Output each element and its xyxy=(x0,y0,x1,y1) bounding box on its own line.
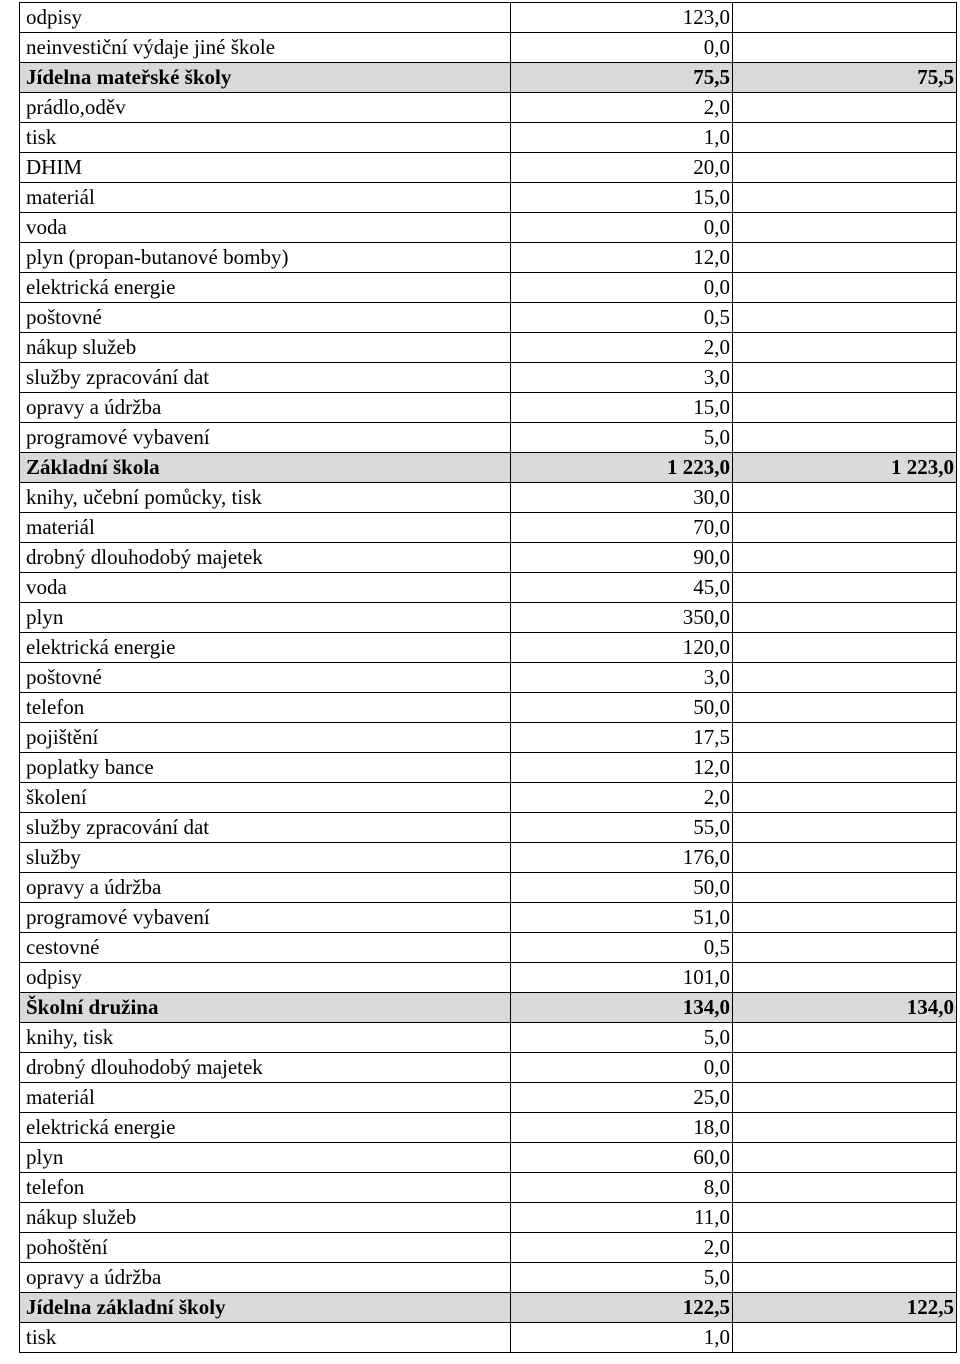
item-total xyxy=(733,843,957,873)
table-row xyxy=(20,333,957,363)
item-total xyxy=(733,123,957,153)
item-value: 120,0 xyxy=(511,633,733,663)
section-title: Základní škola xyxy=(20,453,511,483)
table-row xyxy=(20,963,957,993)
section-header-row xyxy=(20,1293,957,1323)
table-row xyxy=(20,843,957,873)
item-total xyxy=(733,603,957,633)
item-total xyxy=(733,543,957,573)
item-label: pojištění xyxy=(20,723,511,753)
item-total xyxy=(733,153,957,183)
table-row xyxy=(20,1323,957,1353)
item-label: elektrická energie xyxy=(20,1113,511,1143)
table-row xyxy=(20,123,957,153)
item-label: cestovné xyxy=(20,933,511,963)
item-total xyxy=(733,363,957,393)
item-total xyxy=(733,633,957,663)
table-row xyxy=(20,813,957,843)
item-label: elektrická energie xyxy=(20,633,511,663)
item-total xyxy=(733,33,957,63)
table-row xyxy=(20,423,957,453)
item-value: 123,0 xyxy=(511,3,733,33)
item-label: odpisy xyxy=(20,963,511,993)
item-total xyxy=(733,783,957,813)
item-total xyxy=(733,243,957,273)
table-row xyxy=(20,513,957,543)
item-value: 50,0 xyxy=(511,873,733,903)
section-value: 122,5 xyxy=(511,1293,733,1323)
item-value: 2,0 xyxy=(511,783,733,813)
item-value: 0,0 xyxy=(511,33,733,63)
item-value: 25,0 xyxy=(511,1083,733,1113)
table-row xyxy=(20,753,957,783)
item-value: 176,0 xyxy=(511,843,733,873)
item-value: 2,0 xyxy=(511,333,733,363)
section-total: 1 223,0 xyxy=(733,453,957,483)
item-value: 11,0 xyxy=(511,1203,733,1233)
item-total xyxy=(733,393,957,423)
item-label: elektrická energie xyxy=(20,273,511,303)
table-row xyxy=(20,93,957,123)
item-value: 60,0 xyxy=(511,1143,733,1173)
item-total xyxy=(733,693,957,723)
section-title: Jídelna základní školy xyxy=(20,1293,511,1323)
item-value: 1,0 xyxy=(511,1323,733,1353)
table-row xyxy=(20,213,957,243)
table-row xyxy=(20,573,957,603)
table-row xyxy=(20,1203,957,1233)
item-total xyxy=(733,1113,957,1143)
item-label: materiál xyxy=(20,1083,511,1113)
item-label: knihy, tisk xyxy=(20,1023,511,1053)
table-row xyxy=(20,903,957,933)
item-value: 12,0 xyxy=(511,753,733,783)
item-label: opravy a údržba xyxy=(20,393,511,423)
item-label: voda xyxy=(20,573,511,603)
item-value: 0,5 xyxy=(511,303,733,333)
item-value: 3,0 xyxy=(511,663,733,693)
item-value: 15,0 xyxy=(511,393,733,423)
item-total xyxy=(733,183,957,213)
item-total xyxy=(733,873,957,903)
item-label: knihy, učební pomůcky, tisk xyxy=(20,483,511,513)
item-label: služby zpracování dat xyxy=(20,363,511,393)
table-row xyxy=(20,693,957,723)
table-row xyxy=(20,273,957,303)
table-row xyxy=(20,393,957,423)
section-total: 122,5 xyxy=(733,1293,957,1323)
item-label: telefon xyxy=(20,693,511,723)
budget-table xyxy=(19,2,957,1353)
item-total xyxy=(733,1083,957,1113)
item-label: poplatky bance xyxy=(20,753,511,783)
item-total xyxy=(733,663,957,693)
item-value: 12,0 xyxy=(511,243,733,273)
item-total xyxy=(733,273,957,303)
section-title: Jídelna mateřské školy xyxy=(20,63,511,93)
item-value: 350,0 xyxy=(511,603,733,633)
item-label: tisk xyxy=(20,1323,511,1353)
item-value: 30,0 xyxy=(511,483,733,513)
item-label: prádlo,oděv xyxy=(20,93,511,123)
item-label: drobný dlouhodobý majetek xyxy=(20,543,511,573)
section-header-row xyxy=(20,453,957,483)
item-label: školení xyxy=(20,783,511,813)
item-label: voda xyxy=(20,213,511,243)
section-title: Školní družina xyxy=(20,993,511,1023)
table-row xyxy=(20,1113,957,1143)
table-row xyxy=(20,1233,957,1263)
item-value: 0,0 xyxy=(511,1053,733,1083)
item-total xyxy=(733,963,957,993)
item-label: telefon xyxy=(20,1173,511,1203)
item-label: služby zpracování dat xyxy=(20,813,511,843)
table-row xyxy=(20,303,957,333)
item-label: plyn (propan-butanové bomby) xyxy=(20,243,511,273)
item-total xyxy=(733,903,957,933)
item-value: 18,0 xyxy=(511,1113,733,1143)
item-label: odpisy xyxy=(20,3,511,33)
table-row xyxy=(20,873,957,903)
item-total xyxy=(733,723,957,753)
table-row xyxy=(20,543,957,573)
item-value: 0,0 xyxy=(511,273,733,303)
table-row xyxy=(20,723,957,753)
item-value: 8,0 xyxy=(511,1173,733,1203)
item-label: neinvestiční výdaje jiné škole xyxy=(20,33,511,63)
item-total xyxy=(733,1143,957,1173)
item-total xyxy=(733,1263,957,1293)
item-label: DHIM xyxy=(20,153,511,183)
item-label: materiál xyxy=(20,183,511,213)
table-row xyxy=(20,33,957,63)
item-value: 70,0 xyxy=(511,513,733,543)
table-row xyxy=(20,243,957,273)
item-total xyxy=(733,933,957,963)
item-label: poštovné xyxy=(20,663,511,693)
item-label: tisk xyxy=(20,123,511,153)
item-label: programové vybavení xyxy=(20,423,511,453)
item-label: nákup služeb xyxy=(20,1203,511,1233)
item-total xyxy=(733,1203,957,1233)
item-value: 90,0 xyxy=(511,543,733,573)
table-row xyxy=(20,483,957,513)
section-header-row xyxy=(20,63,957,93)
section-total: 134,0 xyxy=(733,993,957,1023)
item-value: 50,0 xyxy=(511,693,733,723)
item-label: materiál xyxy=(20,513,511,543)
section-value: 75,5 xyxy=(511,63,733,93)
item-total xyxy=(733,213,957,243)
section-value: 134,0 xyxy=(511,993,733,1023)
table-row xyxy=(20,1053,957,1083)
item-value: 2,0 xyxy=(511,1233,733,1263)
table-row xyxy=(20,363,957,393)
table-row xyxy=(20,933,957,963)
item-total xyxy=(733,1233,957,1263)
item-value: 5,0 xyxy=(511,1263,733,1293)
item-total xyxy=(733,93,957,123)
item-value: 51,0 xyxy=(511,903,733,933)
item-total xyxy=(733,483,957,513)
item-value: 3,0 xyxy=(511,363,733,393)
section-total: 75,5 xyxy=(733,63,957,93)
item-label: poštovné xyxy=(20,303,511,333)
item-label: opravy a údržba xyxy=(20,873,511,903)
item-value: 0,5 xyxy=(511,933,733,963)
item-total xyxy=(733,1173,957,1203)
item-total xyxy=(733,813,957,843)
table-row xyxy=(20,633,957,663)
item-label: programové vybavení xyxy=(20,903,511,933)
item-value: 45,0 xyxy=(511,573,733,603)
item-value: 5,0 xyxy=(511,423,733,453)
item-value: 15,0 xyxy=(511,183,733,213)
item-label: opravy a údržba xyxy=(20,1263,511,1293)
item-total xyxy=(733,573,957,603)
item-total xyxy=(733,423,957,453)
budget-table-body xyxy=(20,3,957,1353)
table-row xyxy=(20,783,957,813)
item-label: plyn xyxy=(20,1143,511,1173)
table-row xyxy=(20,153,957,183)
item-total xyxy=(733,1053,957,1083)
item-total xyxy=(733,1323,957,1353)
section-header-row xyxy=(20,993,957,1023)
item-label: služby xyxy=(20,843,511,873)
table-row xyxy=(20,663,957,693)
item-label: drobný dlouhodobý majetek xyxy=(20,1053,511,1083)
table-row xyxy=(20,183,957,213)
item-label: plyn xyxy=(20,603,511,633)
item-value: 55,0 xyxy=(511,813,733,843)
item-value: 20,0 xyxy=(511,153,733,183)
table-row xyxy=(20,1173,957,1203)
item-total xyxy=(733,3,957,33)
table-row xyxy=(20,603,957,633)
table-row xyxy=(20,3,957,33)
item-total xyxy=(733,1023,957,1053)
item-value: 101,0 xyxy=(511,963,733,993)
section-value: 1 223,0 xyxy=(511,453,733,483)
item-value: 5,0 xyxy=(511,1023,733,1053)
item-total xyxy=(733,753,957,783)
item-label: pohoštění xyxy=(20,1233,511,1263)
item-value: 0,0 xyxy=(511,213,733,243)
item-total xyxy=(733,303,957,333)
table-row xyxy=(20,1023,957,1053)
item-label: nákup služeb xyxy=(20,333,511,363)
item-value: 17,5 xyxy=(511,723,733,753)
table-row xyxy=(20,1263,957,1293)
item-total xyxy=(733,333,957,363)
table-row xyxy=(20,1083,957,1113)
item-total xyxy=(733,513,957,543)
item-value: 2,0 xyxy=(511,93,733,123)
table-row xyxy=(20,1143,957,1173)
item-value: 1,0 xyxy=(511,123,733,153)
